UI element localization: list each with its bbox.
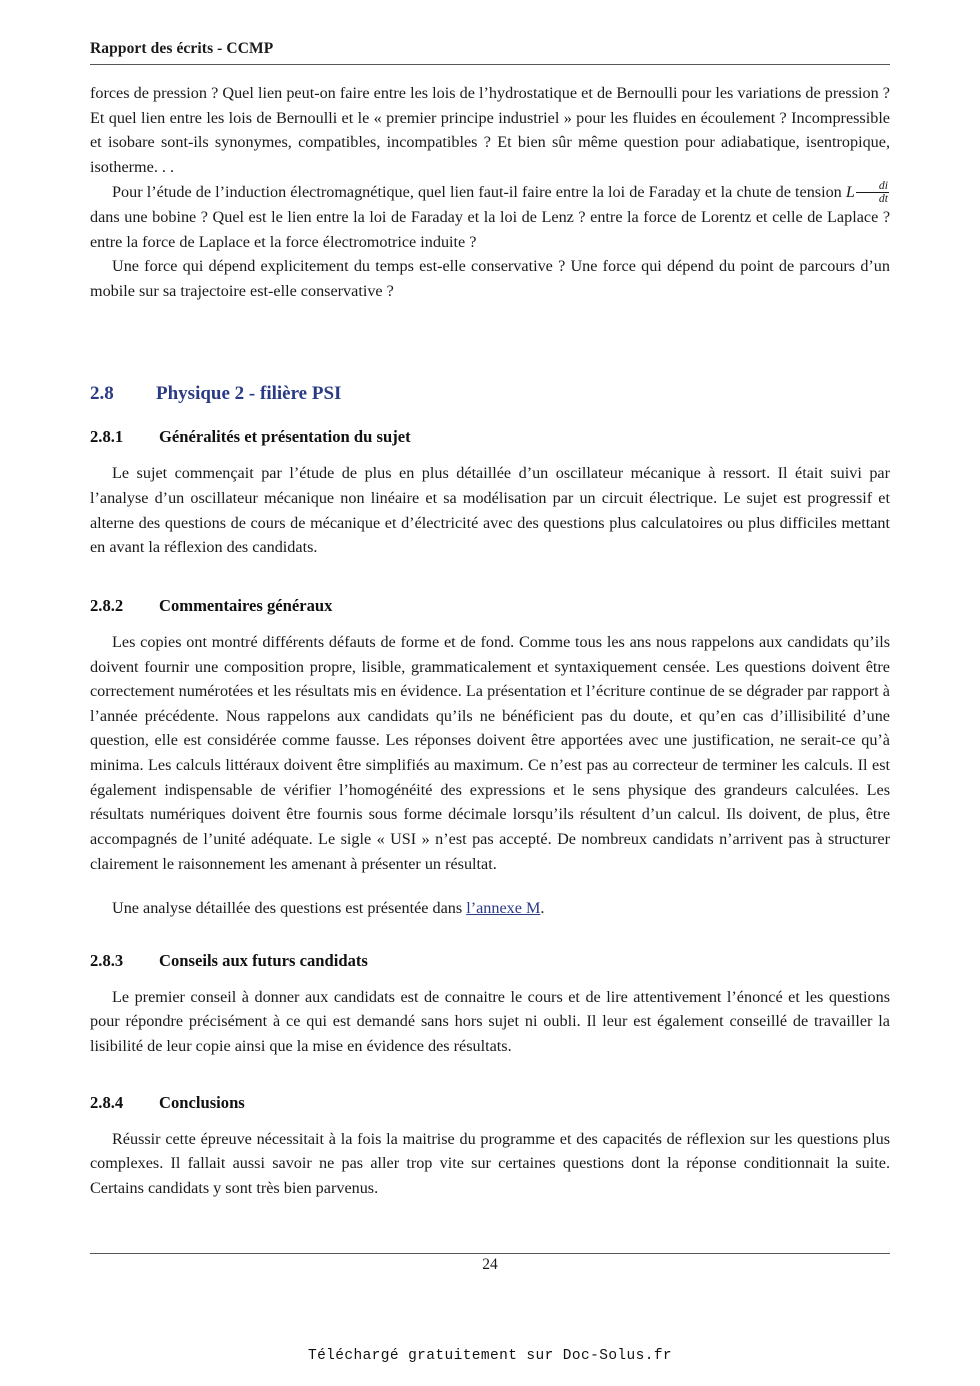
paragraph-induction-part2: dans une bobine ? Quel est le lien entre la loi de Faraday et la loi de Lenz ? entre la force de Lorentz et celle de Laplace ? entre la force de Laplace et la force électromotrice induite ? [90, 207, 890, 251]
page-number: 24 [482, 1256, 498, 1273]
footer-divider [90, 1253, 890, 1254]
spacer [90, 1059, 890, 1093]
math-fraction-denominator: dt [878, 191, 888, 205]
spacer [90, 921, 890, 951]
subsection-number: 2.8.2 [90, 595, 124, 615]
annexe-text-before: Une analyse détaillée des questions est présentée dans [112, 899, 467, 918]
paragraph-annexe-reference [90, 896, 890, 921]
math-fraction-didt [856, 180, 889, 205]
subsection-title: Conclusions [159, 1092, 245, 1112]
subsection-title: Commentaires généraux [159, 595, 333, 615]
spacer [90, 447, 890, 461]
running-header [90, 40, 890, 58]
spacer [90, 65, 890, 81]
subsection-number: 2.8.3 [90, 950, 124, 970]
spacer [90, 1113, 890, 1127]
annexe-m-link[interactable]: l’annexe M [466, 899, 541, 918]
paragraph-2-8-1-1: Le sujet commençait par l’étude de plus en plus détaillée d’un oscillateur mécanique à ressort. Il était suivi par l’analyse d’un oscillateur mécanique non linéaire et sa modélisation par un circuit électrique. Le sujet est progressif et alterne des questions de cours de mécanique et d’électricité avec des questions plus calculatoires ou plus difficiles mettant en avant la réflexion des candidats. [90, 464, 890, 557]
math-symbol-L: L [845, 182, 855, 201]
page-content [90, 40, 890, 1201]
subsection-title: Généralités et présentation du sujet [159, 427, 411, 447]
section-title: Physique 2 - filière PSI [156, 383, 342, 405]
spacer [90, 876, 890, 896]
subsection-title: Conseils aux futurs candidats [159, 950, 368, 970]
paragraph-conservative-force: Une force qui dépend explicitement du temps est-elle conservative ? Une force qui dépend du point de parcours d’un mobile sur sa trajectoire est-elle conservative ? [90, 257, 890, 300]
annexe-text-after: . [540, 899, 545, 918]
subsection-number: 2.8.4 [90, 1092, 124, 1112]
subsection-heading-2-8-4 [90, 1093, 890, 1113]
subsection-heading-2-8-1 [90, 427, 890, 447]
running-header-title: Rapport des écrits - CCMP [90, 40, 274, 57]
paragraph-induction [90, 180, 890, 255]
paragraph-2-8-3-1: Le premier conseil à donner aux candidats est de connaitre le cours et de lire attentivement l’énoncé et les questions pour répondre précisément à ce qui est demandé sans hors sujet ni oubli. Il leur est également conseillé de travailler la lisibilité de leur copie ainsi que la mise en évidence des résultats. [90, 987, 890, 1056]
section-heading-2-8 [90, 383, 890, 405]
section-number: 2.8 [90, 383, 114, 405]
spacer-before-section [90, 303, 890, 351]
subsection-heading-2-8-2 [90, 596, 890, 616]
spacer-extra [90, 351, 890, 383]
spacer [90, 616, 890, 630]
paragraph-2-8-2-1: Les copies ont montré différents défauts de forme et de fond. Comme tous les ans nous rappelons aux candidats qu’ils doivent fournir une composition propre, lisible, grammaticalement et syntaxiquement censée. Les questions doivent être correctement numérotées et les résultats mis en évidence. La présentation et l’écriture continue de se dégrader par rapport à l’année précédente. Nous rappelons aux candidats qu’ils ne bénéficient pas du doute, et qu’en cas d’illisibilité d’une question, elle est considérée comme fausse. Les réponses doivent être apportées avec une justification, ne serait-ce qu’à minima. Les calculs littéraux doivent être simplifiés au maximum. Ce n’est pas au correcteur de terminer les calculs. Il est également indispensable de vérifier l’homogénéité des expressions et le sens physique des grandeurs calculées. Les résultats numériques doivent être fournis sous forme décimale lorsqu’ils résultent d’un calcul. Ils doivent, de plus, être accompagnés de l’unité adéquate. Le sigle « USI » n’est pas accepté. De nombreux candidats n’arrivent pas à structurer clairement le raisonnement les amenant à présenter un résultat. [90, 632, 890, 873]
paragraph-pressure-forces: forces de pression ? Quel lien peut-on faire entre les lois de l’hydrostatique et de Bernoulli pour les variations de pression ? Et quel lien entre les lois de Bernoulli et le « premier principe industriel » pour les fluides en écoulement ? Incompressible et isobare sont-ils synonymes, compatibles, incompatibles ? Et bien sûr même question pour adiabatique, isentropique, isotherme. . . [90, 84, 890, 176]
paragraph-2-8-4-1: Réussir cette épreuve nécessitait à la fois la maitrise du programme et des capacités de réflexion sur les questions plus complexes. Il fallait aussi savoir ne pas aller trop vite sur certaines questions dont la réponse conditionnait la suite. Certains candidats y sont très bien parvenus. [90, 1129, 890, 1197]
spacer [90, 971, 890, 985]
spacer [90, 560, 890, 596]
download-note: Téléchargé gratuitement sur Doc-Solus.fr [307, 1348, 673, 1364]
spacer [90, 405, 890, 427]
math-fraction-numerator: di [856, 180, 889, 193]
subsection-heading-2-8-3 [90, 951, 890, 971]
paragraph-induction-part1: Pour l’étude de l’induction électromagnétique, quel lien faut-il faire entre la loi de Faraday et la chute de tension [112, 182, 846, 201]
subsection-number: 2.8.1 [90, 427, 124, 447]
